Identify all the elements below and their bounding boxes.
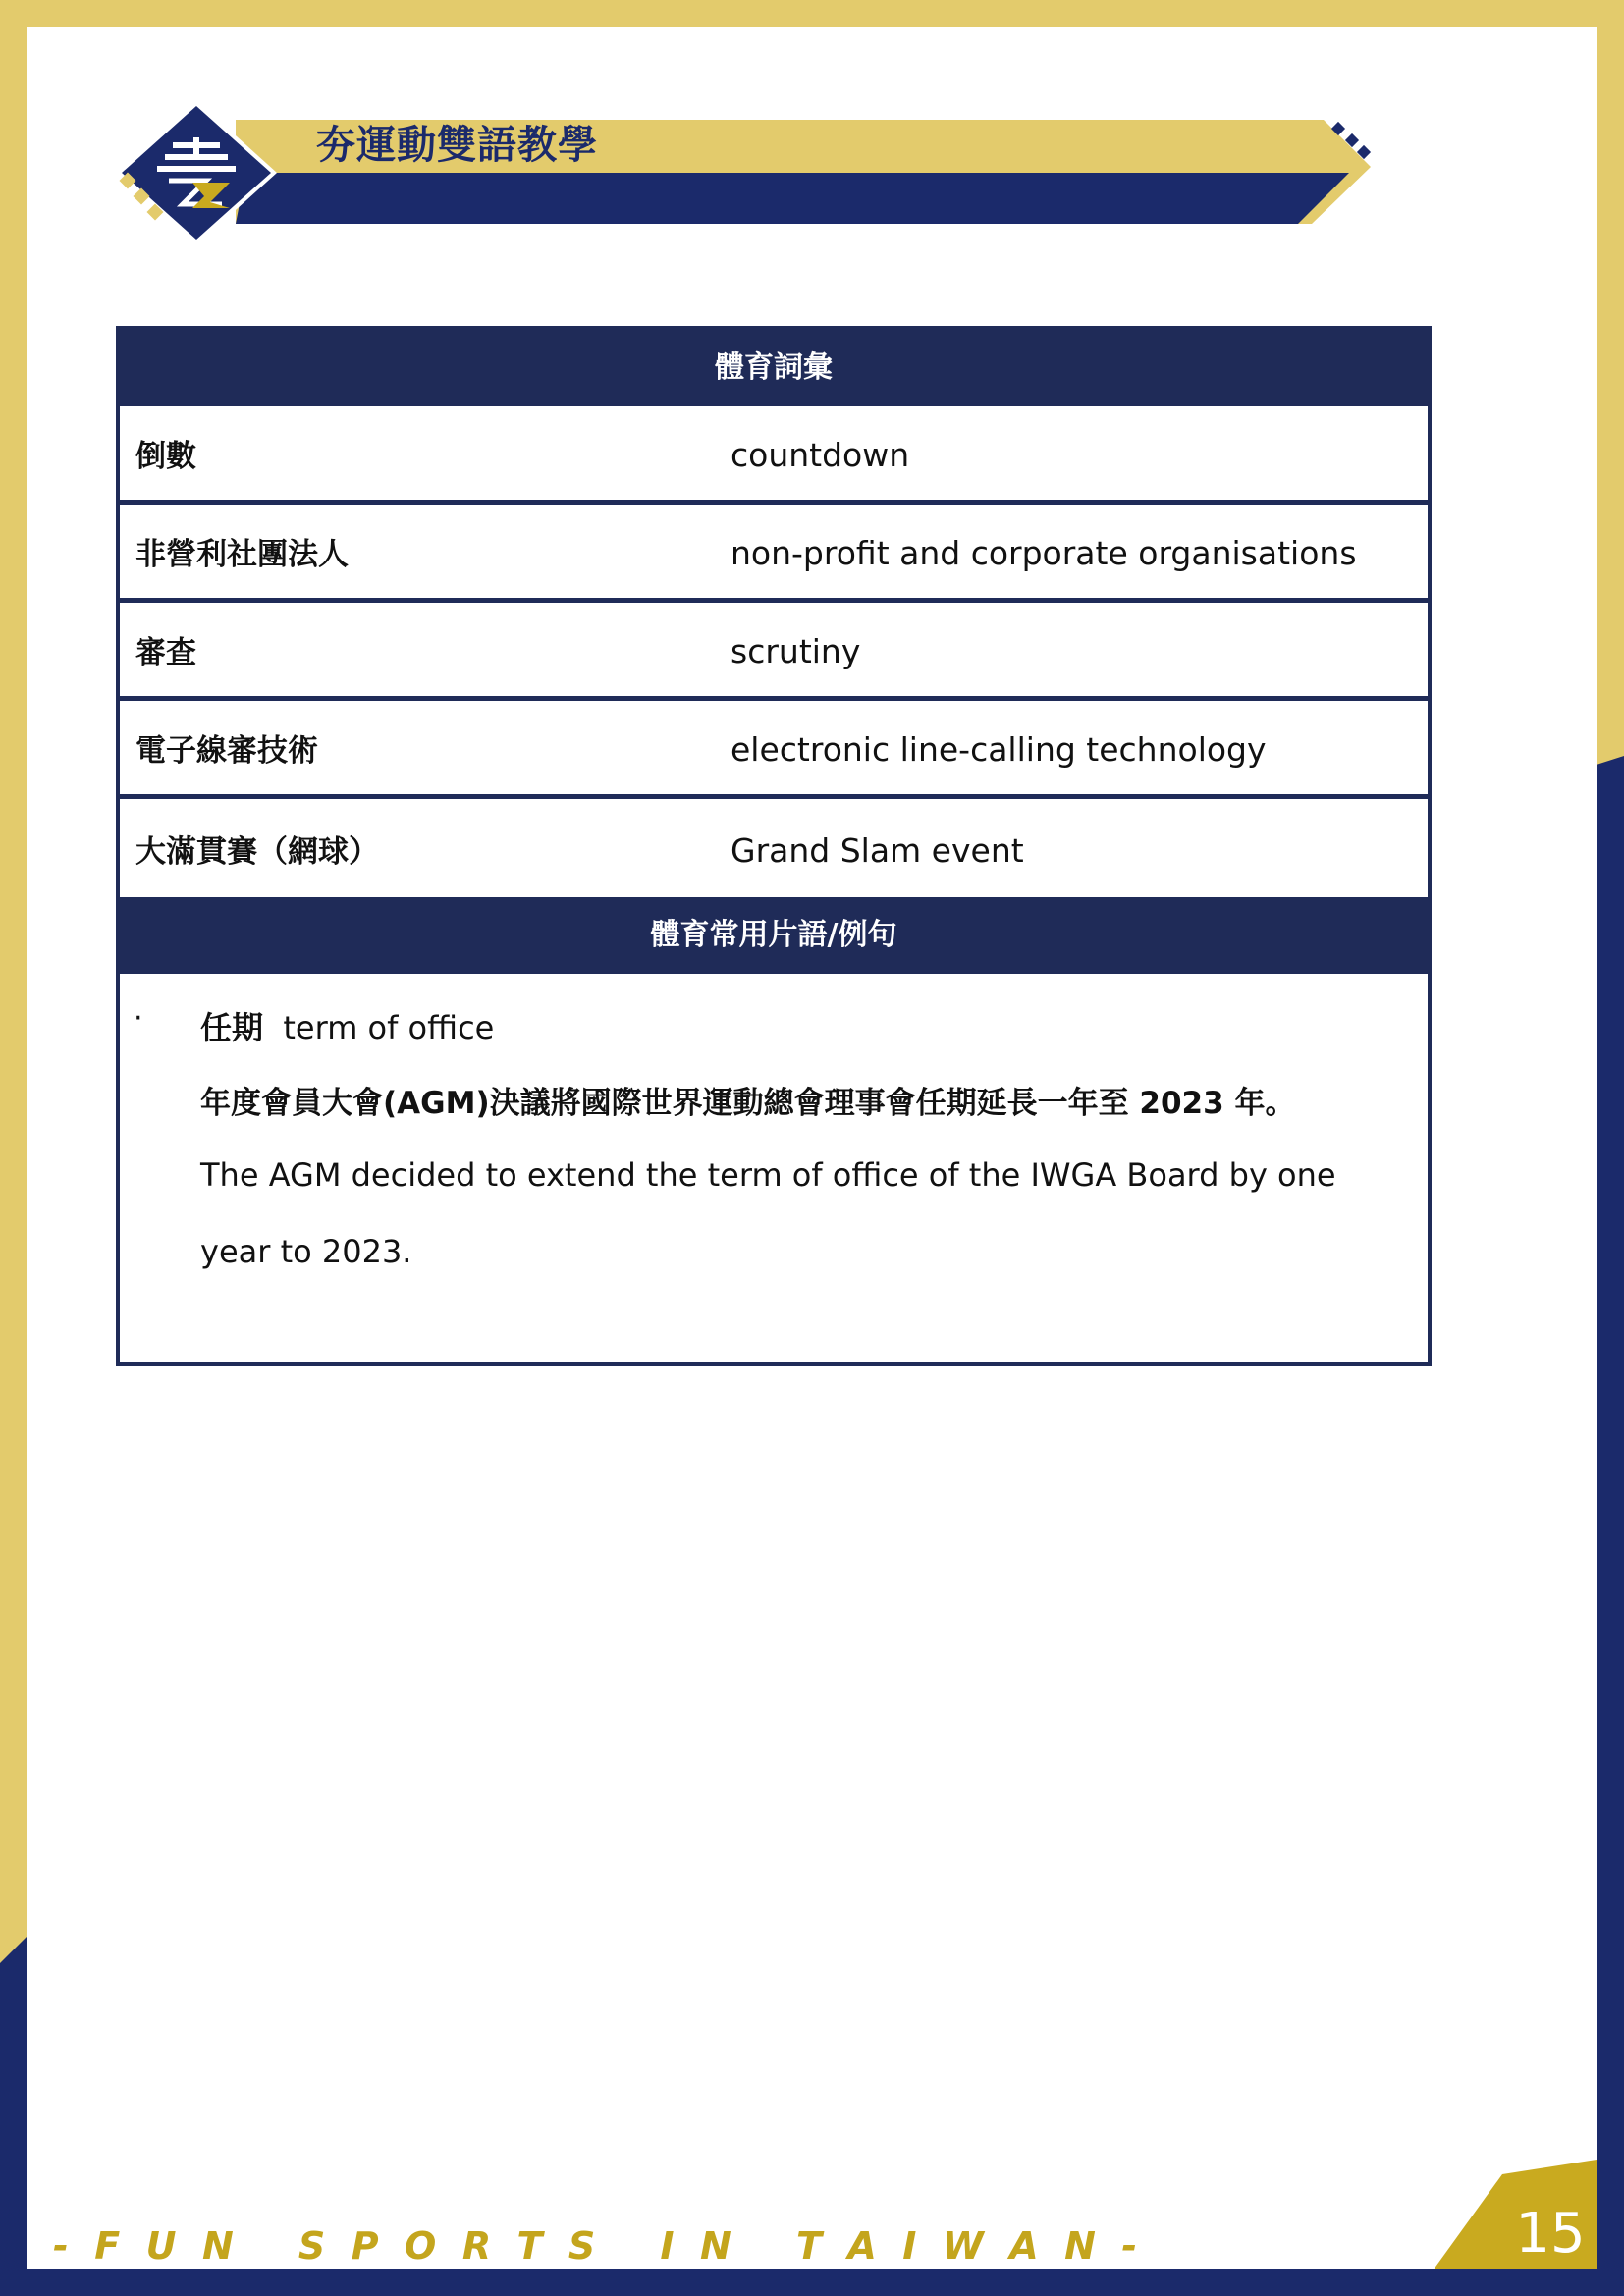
navy-corner-left xyxy=(0,1934,29,2296)
phrase-term-zh: 任期 xyxy=(200,1009,264,1046)
term-zh: 倒數 xyxy=(135,439,196,474)
term-zh: 非營利社團法人 xyxy=(135,537,349,572)
vocabulary-table xyxy=(116,326,1432,1366)
header-title: 夯運動雙語教學 xyxy=(316,123,598,168)
phrases-section xyxy=(120,974,1428,1357)
bullet: · xyxy=(134,1001,143,1036)
term-zh: 電子線審技術 xyxy=(135,733,318,769)
table-row xyxy=(120,406,1428,505)
phrases-heading: 體育常用片語/例句 xyxy=(120,897,1428,974)
table-row xyxy=(120,505,1428,603)
term-en: Grand Slam event xyxy=(731,830,1024,870)
footer-slogan: - F U N S P O R T S I N T A I W A N - xyxy=(53,2224,1138,2268)
term-en: electronic line-calling technology xyxy=(731,730,1267,769)
phrase-term-en: term of office xyxy=(283,1009,495,1046)
phrase-term xyxy=(200,1003,494,1048)
table-row xyxy=(120,701,1428,799)
table-row xyxy=(120,603,1428,701)
term-zh: 大滿貫賽（網球） xyxy=(135,833,379,870)
example-zh: 年度會員大會(AGM)決議將國際世界運動總會理事會任期延長一年至 2023 年。 xyxy=(200,1086,1296,1121)
table-row xyxy=(120,799,1428,897)
term-en: scrutiny xyxy=(731,632,861,670)
page-number: 15 xyxy=(1515,2202,1586,2266)
example-en-line1: The AGM decided to extend the term of office of the IWGA Board by one xyxy=(200,1156,1336,1194)
term-zh: 審查 xyxy=(135,635,196,670)
term-en: countdown xyxy=(731,436,910,474)
vocabulary-heading: 體育詞彙 xyxy=(120,330,1428,406)
example-en-line2: year to 2023. xyxy=(200,1233,412,1270)
term-en: non-profit and corporate organisations xyxy=(731,534,1357,572)
